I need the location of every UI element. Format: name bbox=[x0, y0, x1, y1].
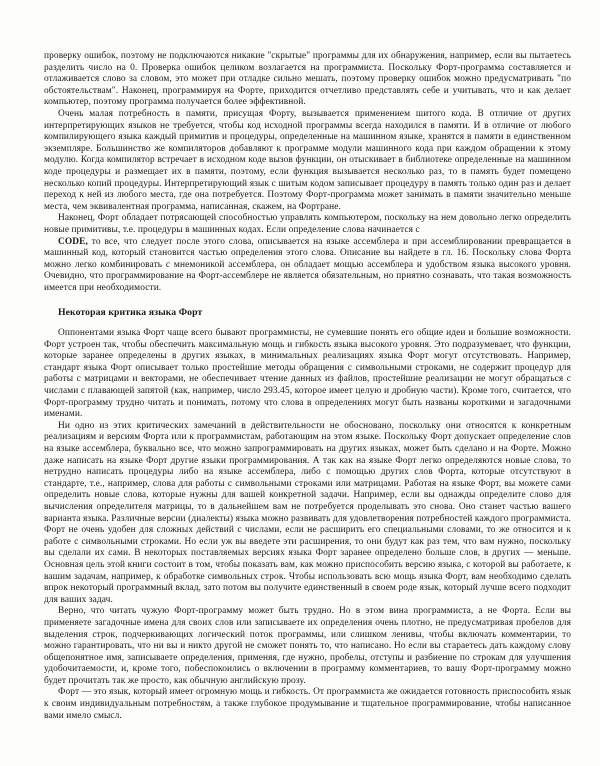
section-heading: Некоторая критика языка Форт bbox=[58, 307, 203, 319]
body-paragraph-code bbox=[44, 237, 571, 295]
body-paragraph: Ни одно из этих критических замечаний в действительности не обосновано, поскольку они относятся к конкретным реализациям и версиям Форта или к программистам, работающим на этом языке. Поскольку Форт допускает определение слов на языке ассемблера, буквально все, что можно запрограммировать на других языках, может быть сделано и на Форте. Можно даже написать на языке Форт другие языки программирования. А так как на языке Форт легко определяются новые слова, то нетрудно написать процедуры либо на языке ассемблера, либо с помощью других слов Форта, которые отсутствуют в стандарте, т.е., например, слова для работы с символьными строками или матрицами. Работая на языке Форт, вы можете сами определить новые слова, которые нужны для вашей конкретной задачи. Например, если вы однажды определите слово для вычисления определителя матрицы, то в дальнейшем вам не потребуется проделывать это снова. Оно станет частью вашего варианта языка. Различные версии (диалекты) языка можно развивать для удовлетворения потребностей каждого программиста. Форт не очень удобен для сложных действий с числами, если не расширить его специальными словами, то же относится и к работе с символьными строками. Но если уж вы введете эти расширения, то они будут как раз тем, что вам нужно, поскольку вы сделали их сами. В некоторых поставляемых версиях языка Форт заранее определено больше слов, в других — меньше. Основная цель этой книги состоит в том, чтобы показать вам, как можно приспособить версию языка, с которой вы работаете, к вашим задачам, например, к обработке символьных строк. Чтобы использовать всю мощь языка Форт, вам необходимо сделать впрок некоторый программный вклад, зато потом вы получите единственный в своем роде язык, который лучше всего подходит для ваших задач. bbox=[44, 420, 571, 605]
body-paragraph: Наконец, Форт обладает потрясающей способностью управлять компьютером, поскольку на нем довольно легко определить новые примитивы, т.е. процедуры в машинных кодах. Если определение слова начинается с bbox=[44, 213, 571, 235]
body-paragraph: Очень малая потребность в памяти, присущая Форту, вызывается применением шитого кода. В отличие от других интерпретирующих языков не требуется, чтобы код исходной программы всегда находился в памяти. И в отличие от любого компилирующего языка каждый примитив и процедуры, определенные на машинном языке, хранятся в памяти в единственном экземпляре. Большинство же компиляторов добавляют к программе модули машинного кода при каждом обращении к этому модулю. Когда компилятор встречает в исходном коде вызов функции, он отыскивает в библиотеке определенные на машинном коде процедуры и размещает их в памяти, поэтому, если функция вызывается несколько раз, то в память будет помещено несколько копий процедуры. Интерпретирующий язык с шитым кодом записывает процедуру в память только один раз и делает переход к ней из любого места, где она потребуется. Поэтому Форт-программа может занимать в памяти значительно меньше места, чем эквивалентная программа, написанная, скажем, на Фортране. bbox=[44, 108, 571, 212]
body-paragraph: Верно, что читать чужую Форт-программу может быть трудно. Но в этом вина программиста, а не Форта. Если вы применяете загадочные имена для своих слов или записываете их определения очень плотно, не предусматривая пробелов для выделения строк, подчеркивающих логический поток программы, или слишком ленивы, чтобы включать комментарии, то можно гарантировать, что ни вы и никто другой не сможет понять то, что написано. Но если вы стараетесь дать каждому слову общепонятное имя, записываете определения, применяя, где нужно, пробелы, отступы и разбиение по строкам для улучшения удобочитаемости, и, кроме того, побеспокоились о включении в программу комментариев, то вашу Форт-программу можно будет прочитать так же просто, как обычную английскую прозу. bbox=[44, 606, 571, 686]
code-keyword: CODE, bbox=[58, 236, 88, 247]
text-column bbox=[44, 51, 571, 722]
body-paragraph: Форт — это язык, который имеет огромную мощь и гибкость. От программиста же ожидается готовность приспособить язык к своим индивидуальным потребностям, а также глубокое продумывание и тщательное программирование, чтобы написанное вами имело смысл. bbox=[44, 687, 571, 721]
body-paragraph: Оппонентами языка Форт чаще всего бывают программисты, не сумевшие понять его общие идеи и большие возможности. Форт устроен так, чтобы обеспечить максимальную мощь и гибкость языка высокого уровня. Это подразумевает, что функции, которые заранее определены в других языках, в минимальных реализациях языка Форт могут отсутствовать. Например, стандарт языка Форт описывает только простейшие методы обращения с символьными строками, не содержит процедур для работы с матрицами и векторами, не обеспечивает чтение данных из файлов, простейшие реализации не могут обращаться с числами с плавающей запятой (как, например, число 293.45, которое имеет целую и дробную части). Кроме того, считается, что Форт-программу трудно читать и понимать, потому что слова в определениях могут быть названы короткими и загадочными именами. bbox=[44, 328, 571, 420]
body-paragraph-continuation: проверку ошибок, поэтому не подключаются никакие "скрытые" программы для их обнаружения, например, если вы пытаетесь разделить число на 0. Проверка ошибок целиком возлагается на программиста. Поскольку Форт-программа составляется и отлаживается слово за словом, это может при отладке сильно мешать, поэтому проверку ошибок можно предусматривать "по обстоятельствам". Наконец, программируя на Форте, приходится отчетливо представлять себе и учитывать, что и как делает компьютер, поэтому программа получается более эффективной. bbox=[44, 51, 571, 108]
paragraph-text: то все, что следует после этого слова, описывается на языке ассемблера и при ассемблировании превращается в машинный код, который становится частью определения этого слова. Описание вы найдете в гл. 16. Поскольку слова Форта можно легко комбинировать с мнемоникой ассемблера, он обладает мощью ассемблера и удобством языка высокого уровня. Очевидно, что программирование на Форт-ассемблере не является обязательным, но приятно сознавать, что такая возможность имеется при необходимости. bbox=[44, 236, 571, 293]
